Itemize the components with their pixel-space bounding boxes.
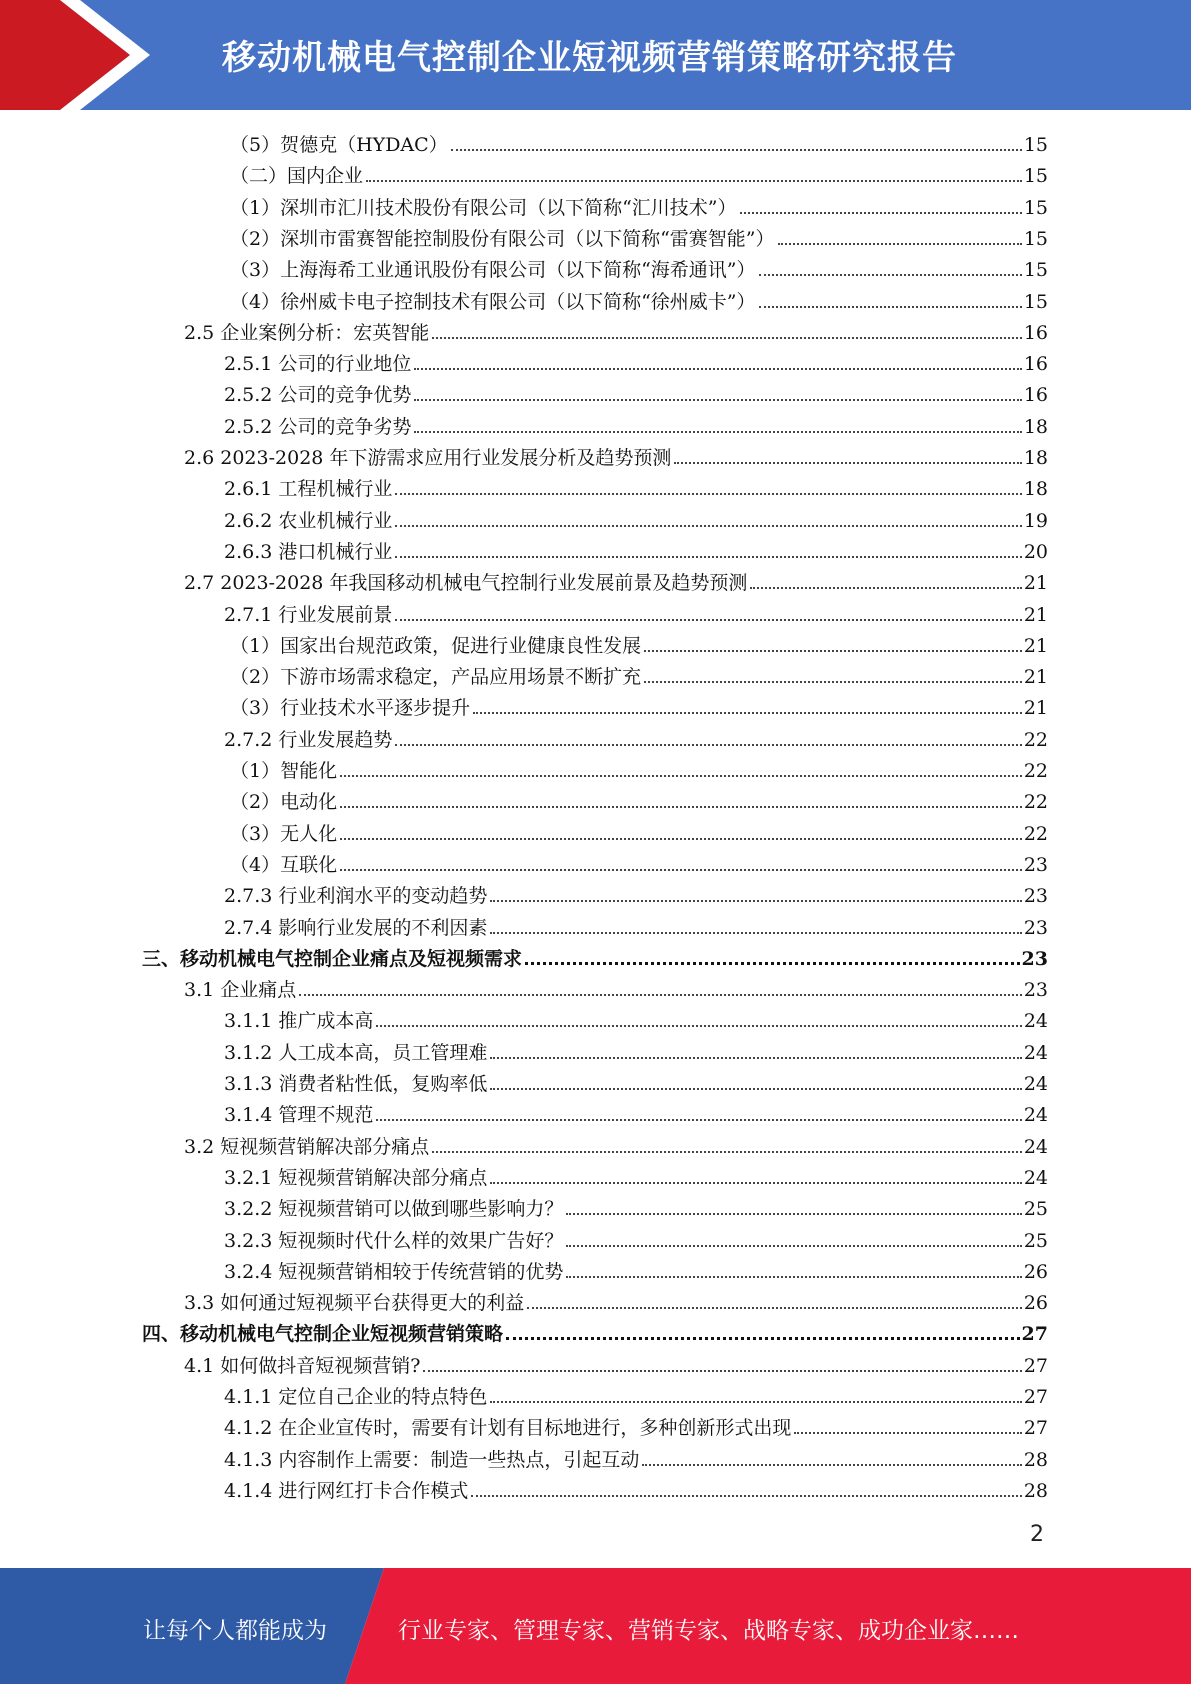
toc-entry[interactable] [230,784,1048,814]
toc-leader-dots [451,149,1022,151]
toc-leader-dots [525,962,1020,965]
toc-leader-dots [759,306,1022,308]
toc-entry-title: 2.5.2 公司的竞争劣势 [224,415,412,438]
toc-leader-dots [471,1495,1021,1497]
toc-entry[interactable] [184,972,1048,1002]
toc-entry[interactable] [224,377,1048,407]
toc-entry-page: 21 [1023,697,1048,720]
toc-entry-title: 3.1 企业痛点 [184,979,297,1002]
toc-entry-page: 26 [1023,1260,1048,1283]
toc-entry-page: 16 [1023,353,1048,376]
toc-entry-page: 15 [1023,227,1048,250]
toc-entry-title: （二）国内企业 [230,165,364,188]
toc-entry[interactable] [224,346,1048,376]
toc-leader-dots [644,681,1022,683]
toc-entry-title: 4.1.4 进行网红打卡合作模式 [224,1479,469,1502]
toc-entry-title: 4.1.2 在企业宣传时，需要有计划有目标地进行，多种创新形式出现 [224,1417,792,1440]
toc-entry-page: 21 [1023,572,1048,595]
toc-leader-dots [414,399,1021,401]
toc-entry-title: 4.1.1 定位自己企业的特点特色 [224,1386,488,1408]
toc-entry-title: 3.1.1 推广成本高 [224,1010,374,1033]
toc-leader-dots [340,775,1022,777]
toc-entry-title: （2）电动化 [230,791,338,814]
toc-entry[interactable] [224,1003,1048,1033]
toc-entry[interactable] [230,221,1048,251]
toc-entry[interactable] [224,1442,1048,1472]
toc-entry[interactable] [230,628,1048,658]
toc-entry-page: 15 [1023,259,1048,282]
toc-leader-dots [566,1276,1021,1278]
toc-entry[interactable] [230,690,1048,720]
toc-entry[interactable] [224,1160,1048,1190]
toc-entry-page: 21 [1023,666,1048,689]
toc-entry-title: （4）互联化 [230,853,338,876]
toc-leader-dots [642,1464,1021,1466]
toc-entry-title: 4.1.3 内容制作上需要：制造一些热点，引起互动 [224,1448,640,1471]
toc-entry-page: 23 [1023,979,1048,1002]
toc-entry[interactable] [224,597,1048,627]
toc-entry[interactable] [230,847,1048,877]
toc-entry-title: （2）下游市场需求稳定，产品应用场景不断扩充 [230,666,642,689]
toc-entry[interactable] [184,1129,1048,1159]
toc-leader-dots [759,274,1022,276]
footer-slogan-right: 行业专家、管理专家、营销专家、战略专家、成功企业家…… [398,1618,1019,1644]
toc-leader-dots [490,1401,1021,1403]
toc-leader-dots [490,1182,1021,1184]
toc-leader-dots [340,806,1022,808]
toc-entry-page: 27 [1023,1354,1048,1377]
toc-leader-dots [414,431,1021,433]
toc-entry[interactable] [184,1285,1048,1315]
toc-entry-page: 15 [1023,290,1048,313]
toc-entry-title: 2.6 2023-2028 年下游需求应用行业发展分析及趋势预测 [184,447,672,469]
toc-entry[interactable] [184,315,1048,345]
footer-slogan-left: 让每个人都能成为 [143,1618,327,1644]
toc-entry-page: 28 [1023,1448,1048,1471]
toc-entry-page: 25 [1023,1229,1048,1252]
toc-entry-title: （1）智能化 [230,760,338,782]
toc-entry-title: （3）行业技术水平逐步提升 [230,697,471,720]
toc-entry[interactable] [224,471,1048,501]
toc-entry-page: 20 [1023,540,1048,563]
toc-entry-page: 24 [1023,1073,1048,1095]
toc-entry-page: 25 [1023,1198,1048,1221]
toc-leader-dots [376,1025,1021,1027]
toc-entry[interactable] [224,1066,1048,1096]
toc-entry[interactable] [184,1348,1048,1378]
page-footer [0,1568,1191,1684]
toc-entry-title: 2.7.3 行业利润水平的变动趋势 [224,885,488,908]
toc-leader-dots [490,900,1021,902]
toc-entry-page: 24 [1023,1010,1048,1033]
toc-entry-page: 24 [1023,1166,1048,1189]
toc-entry-title: （4）徐州威卡电子控制技术有限公司（以下简称“徐州威卡”） [230,290,756,313]
toc-leader-dots [566,1213,1021,1215]
toc-entry-title: 3.2.2 短视频营销可以做到哪些影响力？ [224,1198,564,1221]
toc-entry[interactable] [184,565,1048,595]
toc-entry-page: 18 [1023,447,1048,469]
toc-entry-title: 3.2.3 短视频时代什么样的效果广告好？ [224,1229,564,1252]
toc-entry-title: （3）无人化 [230,822,338,845]
toc-entry-page: 27 [1023,1417,1048,1440]
toc-leader-dots [432,1151,1022,1153]
toc-entry[interactable] [224,1473,1048,1503]
toc-leader-dots [473,712,1022,714]
toc-entry-title: 2.7.2 行业发展趋势 [224,728,393,751]
toc-leader-dots [490,1088,1021,1090]
toc-entry-title: 3.3 如何通过短视频平台获得更大的利益 [184,1292,525,1315]
toc-entry-page: 22 [1023,760,1048,782]
toc-entry[interactable] [184,440,1048,470]
toc-leader-dots [423,1370,1021,1372]
toc-entry-title: 4.1 如何做抖音短视频营销? [184,1354,421,1377]
toc-leader-dots [740,212,1022,214]
toc-entry[interactable] [224,503,1048,533]
toc-entry-title: 2.7.4 影响行业发展的不利因素 [224,916,488,939]
toc-entry-title: 3.2 短视频营销解决部分痛点 [184,1135,430,1158]
toc-entry-title: 2.5.1 公司的行业地位 [224,353,412,376]
toc-entry-page: 16 [1023,321,1048,344]
toc-entry-title: 三、移动机械电气控制企业痛点及短视频需求 [142,947,523,970]
toc-entry-page: 21 [1023,634,1048,657]
toc-entry-title: 2.5 企业案例分析：宏英智能 [184,321,430,344]
toc-entry-title: 2.7.1 行业发展前景 [224,603,393,626]
toc-leader-dots [778,243,1022,245]
toc-entry-page: 23 [1023,885,1048,908]
toc-entry-page: 18 [1023,415,1048,438]
toc-entry-page: 16 [1023,384,1048,407]
toc-leader-dots [490,1057,1021,1059]
toc-entry[interactable] [230,190,1048,220]
toc-entry-title: （1）深圳市汇川技术股份有限公司（以下简称“汇川技术”） [230,196,737,219]
toc-entry-page: 23 [1023,853,1048,876]
toc-entry[interactable] [224,534,1048,564]
toc-leader-dots [340,869,1022,871]
toc-entry[interactable] [230,252,1048,282]
toc-entry-title: 四、移动机械电气控制企业短视频营销策略 [142,1323,504,1346]
toc-entry-title: 3.2.1 短视频营销解决部分痛点 [224,1166,488,1189]
toc-entry-page: 27 [1023,1386,1048,1408]
page-number: 2 [1030,1522,1044,1547]
toc-entry-page: 22 [1023,791,1048,814]
toc-entry-page: 27 [1021,1323,1048,1346]
toc-entry[interactable] [230,816,1048,846]
toc-entry-title: 2.6.3 港口机械行业 [224,540,393,563]
toc-entry-title: （5）贺德克（HYDAC） [230,134,448,156]
toc-entry-page: 28 [1023,1479,1048,1502]
toc-leader-dots [566,1245,1021,1247]
toc-entry[interactable] [230,753,1048,783]
toc-entry[interactable] [230,284,1048,314]
toc-leader-dots [395,619,1021,621]
toc-leader-dots [414,368,1021,370]
toc-leader-dots [366,180,1022,182]
toc-entry[interactable] [224,1254,1048,1284]
toc-leader-dots [794,1432,1021,1434]
toc-entry-page: 24 [1023,1104,1048,1127]
toc-entry-title: 2.5.2 公司的竞争优势 [224,384,412,407]
toc-entry[interactable] [224,910,1048,940]
toc-leader-dots [395,556,1021,558]
toc-leader-dots [674,462,1021,464]
toc-entry-page: 15 [1023,165,1048,188]
toc-entry-title: （2）深圳市雷赛智能控制股份有限公司（以下简称“雷赛智能”） [230,227,775,250]
toc-entry-title: 2.6.2 农业机械行业 [224,509,393,532]
toc-leader-dots [395,493,1021,495]
toc-entry[interactable] [230,158,1048,188]
report-title: 移动机械电气控制企业短视频营销策略研究报告 [222,38,957,78]
toc-entry[interactable] [142,1316,1048,1346]
page-header [0,0,1191,110]
toc-entry-title: 3.2.4 短视频营销相较于传统营销的优势 [224,1260,564,1283]
toc-leader-dots [750,587,1021,589]
toc-entry-page: 15 [1023,196,1048,219]
toc-leader-dots [395,525,1021,527]
toc-entry-title: （3）上海海希工业通讯股份有限公司（以下简称“海希通讯”） [230,259,756,282]
toc-entry-page: 22 [1023,728,1048,751]
toc-leader-dots [506,1337,1020,1340]
toc-entry[interactable] [224,722,1048,752]
toc-entry[interactable] [142,941,1048,971]
toc-leader-dots [299,994,1022,996]
toc-entry-page: 18 [1023,478,1048,501]
toc-entry-title: 2.7 2023-2028 年我国移动机械电气控制行业发展前景及趋势预测 [184,572,748,595]
toc-entry-page: 23 [1023,916,1048,939]
toc-entry-page: 21 [1023,603,1048,626]
toc-entry-page: 19 [1023,509,1048,532]
toc-entry-page: 15 [1023,134,1048,156]
toc-entry-page: 22 [1023,822,1048,845]
toc-leader-dots [527,1307,1022,1309]
toc-entry-title: （1）国家出台规范政策，促进行业健康良性发展 [230,634,642,657]
toc-entry-page: 24 [1023,1041,1048,1064]
toc-entry[interactable] [224,409,1048,439]
toc-entry[interactable] [224,1410,1048,1440]
toc-leader-dots [432,337,1022,339]
toc-leader-dots [376,1119,1021,1121]
toc-leader-dots [340,838,1022,840]
toc-entry[interactable] [224,1097,1048,1127]
toc-leader-dots [644,650,1022,652]
toc-entry[interactable] [224,1223,1048,1253]
toc-entry-title: 3.1.4 管理不规范 [224,1104,374,1127]
toc-entry-title: 3.1.2 人工成本高，员工管理难 [224,1041,488,1064]
toc-entry[interactable] [224,1191,1048,1221]
toc-entry-page: 26 [1023,1292,1048,1315]
toc-entry[interactable] [224,1379,1048,1409]
toc-entry-page: 23 [1021,947,1048,970]
toc-entry[interactable] [224,1035,1048,1065]
toc-entry[interactable] [230,659,1048,689]
toc-entry-page: 24 [1023,1135,1048,1158]
toc-entry[interactable] [224,878,1048,908]
toc-entry-title: 3.1.3 消费者粘性低，复购率低 [224,1073,488,1095]
toc-leader-dots [490,932,1021,934]
toc-entry-title: 2.6.1 工程机械行业 [224,478,393,501]
toc-leader-dots [395,744,1021,746]
toc-entry[interactable] [230,127,1048,157]
